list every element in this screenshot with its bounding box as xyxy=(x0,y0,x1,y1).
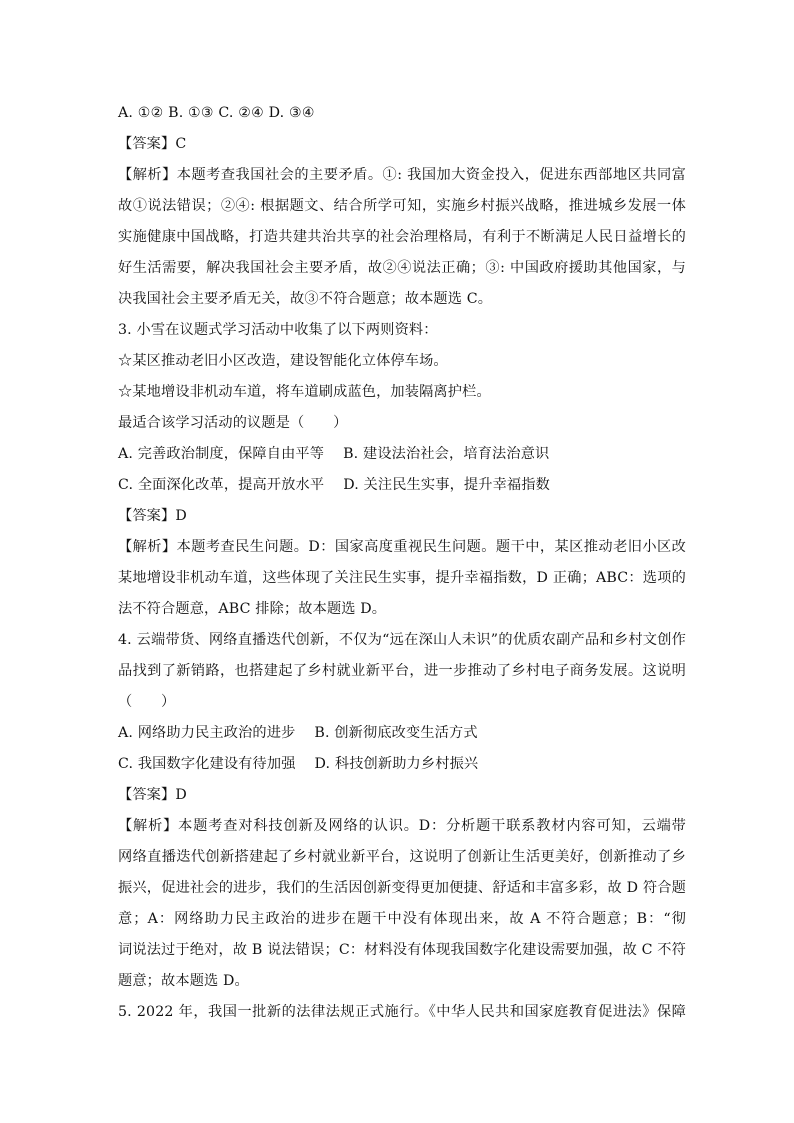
q4-options-cd: C. 我国数字化建设有待加强 D. 科技创新助力乡村振兴 xyxy=(118,756,479,772)
q4-answer: 【答案】D xyxy=(118,787,187,803)
q3-material-1: ☆某区推动老旧小区改造，建设智能化立体停车场。 xyxy=(118,353,448,369)
q2-analysis-line-2: 故①说法错误；②④: 根据题文、结合所学可知，实施乡村振兴战略，推进城乡发展一体 xyxy=(118,198,686,214)
q4-analysis-line-1: 【解析】本题考查对科技创新及网络的认识。D：分析题干联系教材内容可知，云端带 xyxy=(118,818,686,834)
q2-analysis-line-1: 【解析】本题考查我国社会的主要矛盾。①: 我国加大资金投入，促进东西部地区共同富 xyxy=(118,167,686,183)
q2-analysis-line-5: 决我国社会主要矛盾无关，故③不符合题意；故本题选 C。 xyxy=(118,291,493,307)
q2-answer: 【答案】C xyxy=(118,136,187,152)
q4-stem-line-2: 品找到了新销路，也搭建起了乡村就业新平台，进一步推动了乡村电子商务发展。这说明 xyxy=(118,663,686,679)
q3-question: 最适合该学习活动的议题是（ ） xyxy=(118,415,348,431)
q3-analysis-line-1: 【解析】本题考查民生问题。D：国家高度重视民生问题。题干中，某区推动老旧小区改 xyxy=(118,539,686,555)
q3-options-ab: A. 完善政治制度，保障自由平等 B. 建设法治社会，培育法治意识 xyxy=(118,446,550,462)
q4-analysis-line-6: 题意；故本题选 D。 xyxy=(118,973,249,989)
q4-analysis-line-3: 振兴，促进社会的进步，我们的生活因创新变得更加便捷、舒适和丰富多彩，故 D 符合题 xyxy=(118,880,686,896)
q2-analysis-line-4: 好生活需要，解决我国社会主要矛盾，故②④说法正确；③: 中国政府援助其他国家，与 xyxy=(118,260,686,276)
q4-stem-line-3: （ ） xyxy=(118,694,176,710)
q4-stem-line-1: 4. 云端带货、网络直播迭代创新，不仅为“远在深山人未识”的优质农副产品和乡村文创作 xyxy=(118,632,686,648)
q4-analysis-line-5: 词说法过于绝对，故 B 说法错误；C：材料没有体现我国数字化建设需要加强，故 C 不符 xyxy=(118,942,686,958)
q3-analysis-line-2: 某地增设非机动车道，这些体现了关注民生实事，提升幸福指数，D 正确；ABC：选项的 xyxy=(118,570,686,586)
q3-material-2: ☆某地增设非机动车道，将车道刷成蓝色，加装隔离护栏。 xyxy=(118,384,491,400)
q4-options-ab: A. 网络助力民主政治的进步 B. 创新彻底改变生活方式 xyxy=(118,725,478,741)
document-body xyxy=(118,98,686,1028)
q3-analysis-line-3: 法不符合题意，ABC 排除；故本题选 D。 xyxy=(118,601,387,617)
q3-stem-line-1: 3. 小雪在议题式学习活动中收集了以下两则资料： xyxy=(118,322,438,338)
q2-analysis-line-3: 实施健康中国战略，打造共建共治共享的社会治理格局，有利于不断满足人民日益增长的 xyxy=(118,229,686,245)
q2-options-line: A. ①② B. ①③ C. ②④ D. ③④ xyxy=(118,105,315,121)
q4-analysis-line-4: 意；A：网络助力民主政治的进步在题干中没有体现出来，故 A 不符合题意；B：“彻 xyxy=(118,911,686,927)
q3-options-cd: C. 全面深化改革，提高开放水平 D. 关注民生实事，提升幸福指数 xyxy=(118,477,550,493)
q3-answer: 【答案】D xyxy=(118,508,187,524)
q4-analysis-line-2: 网络直播迭代创新搭建起了乡村就业新平台，这说明了创新让生活更美好，创新推动了乡 xyxy=(118,849,686,865)
q5-stem-line-1: 5. 2022 年，我国一批新的法律法规正式施行。《中华人民共和国家庭教育促进法》保障 xyxy=(118,1004,686,1020)
